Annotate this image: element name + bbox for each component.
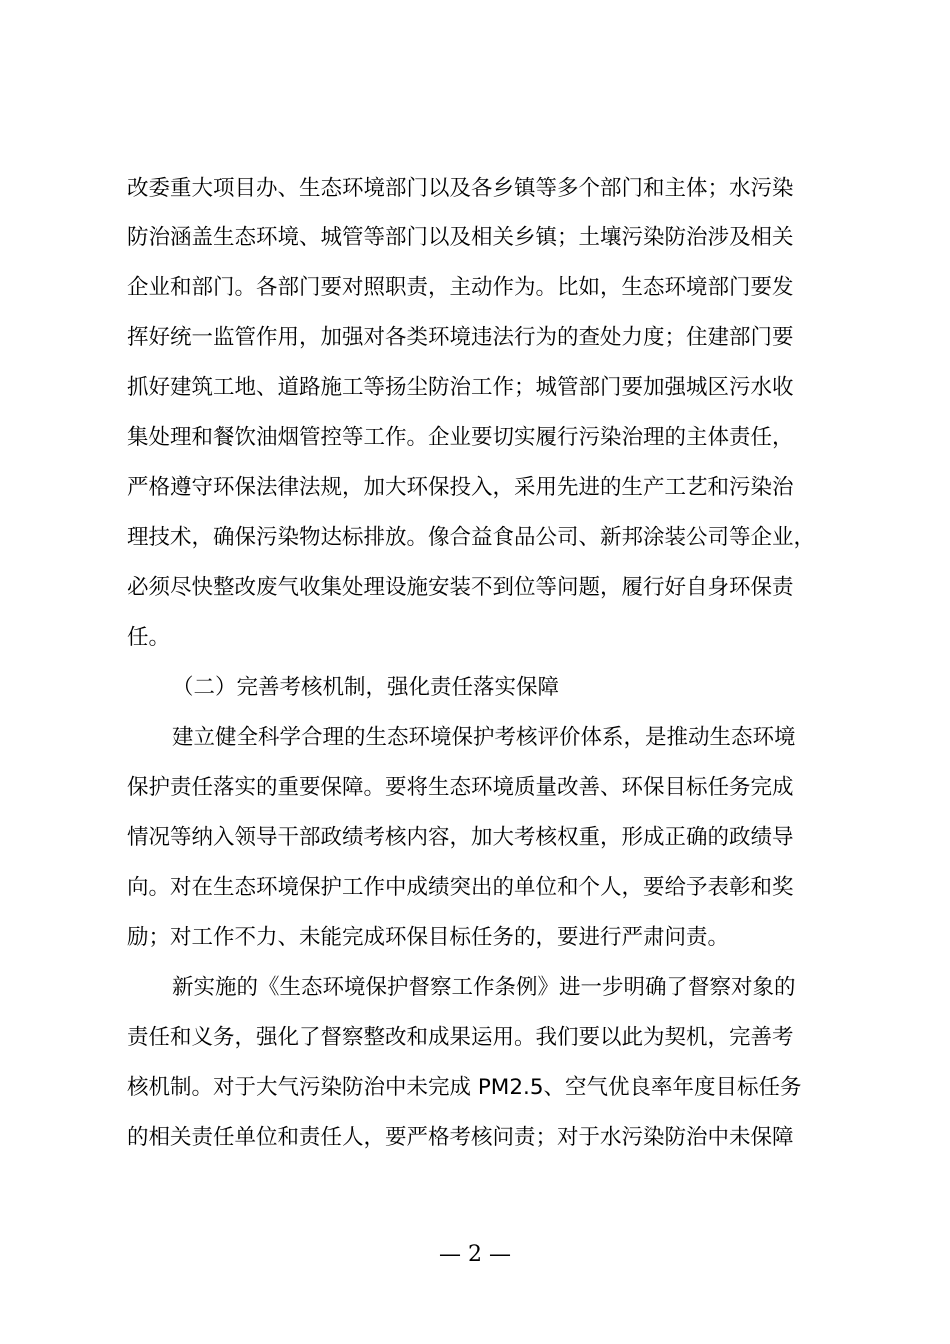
text-line: （二）完善考核机制，强化责任落实保障 xyxy=(172,675,560,700)
text-line: 企业和部门。各部门要对照职责，主动作为。比如，生态环境部门要发 xyxy=(127,275,794,300)
text-line: 任。 xyxy=(127,625,171,650)
text-line: 抓好建筑工地、道路施工等扬尘防治工作；城管部门要加强城区污水收 xyxy=(127,375,794,400)
text-line: 情况等纳入领导干部政绩考核内容，加大考核权重，形成正确的政绩导 xyxy=(127,825,794,850)
text-line: 改委重大项目办、生态环境部门以及各乡镇等多个部门和主体；水污染 xyxy=(127,176,794,201)
text-line: 新实施的《生态环境保护督察工作条例》进一步明确了督察对象的 xyxy=(172,975,796,1000)
text-line: 保护责任落实的重要保障。要将生态环境质量改善、环保目标任务完成 xyxy=(127,775,794,800)
text-line: 防治涵盖生态环境、城管等部门以及相关乡镇；土壤污染防治涉及相关 xyxy=(127,225,794,250)
text-line: 励；对工作不力、未能完成环保目标任务的，要进行严肃问责。 xyxy=(127,925,730,950)
text-line: 必须尽快整改废气收集处理设施安装不到位等问题，履行好自身环保责 xyxy=(127,575,794,600)
page-number: — 2 — xyxy=(439,1242,511,1267)
text-line: 集处理和餐饮油烟管控等工作。企业要切实履行污染治理的主体责任， xyxy=(127,425,794,450)
text-line: 建立健全科学合理的生态环境保护考核评价体系，是推动生态环境 xyxy=(172,725,796,750)
text-line: 理技术，确保污染物达标排放。像合益食品公司、新邦涂装公司等企业， xyxy=(127,525,816,550)
text-line: 责任和义务，强化了督察整改和成果运用。我们要以此为契机，完善考 xyxy=(127,1025,794,1050)
text-line: 挥好统一监管作用，加强对各类环境违法行为的查处力度；住建部门要 xyxy=(127,325,794,350)
text-line: 向。对在生态环境保护工作中成绩突出的单位和个人，要给予表彰和奖 xyxy=(127,875,794,900)
text-line: 严格遵守环保法律法规，加大环保投入，采用先进的生产工艺和污染治 xyxy=(127,475,794,500)
text-line: 的相关责任单位和责任人，要严格考核问责；对于水污染防治中未保障 xyxy=(127,1125,794,1150)
text-line: 核机制。对于大气污染防治中未完成 PM2.5、空气优良率年度目标任务 xyxy=(127,1075,802,1100)
